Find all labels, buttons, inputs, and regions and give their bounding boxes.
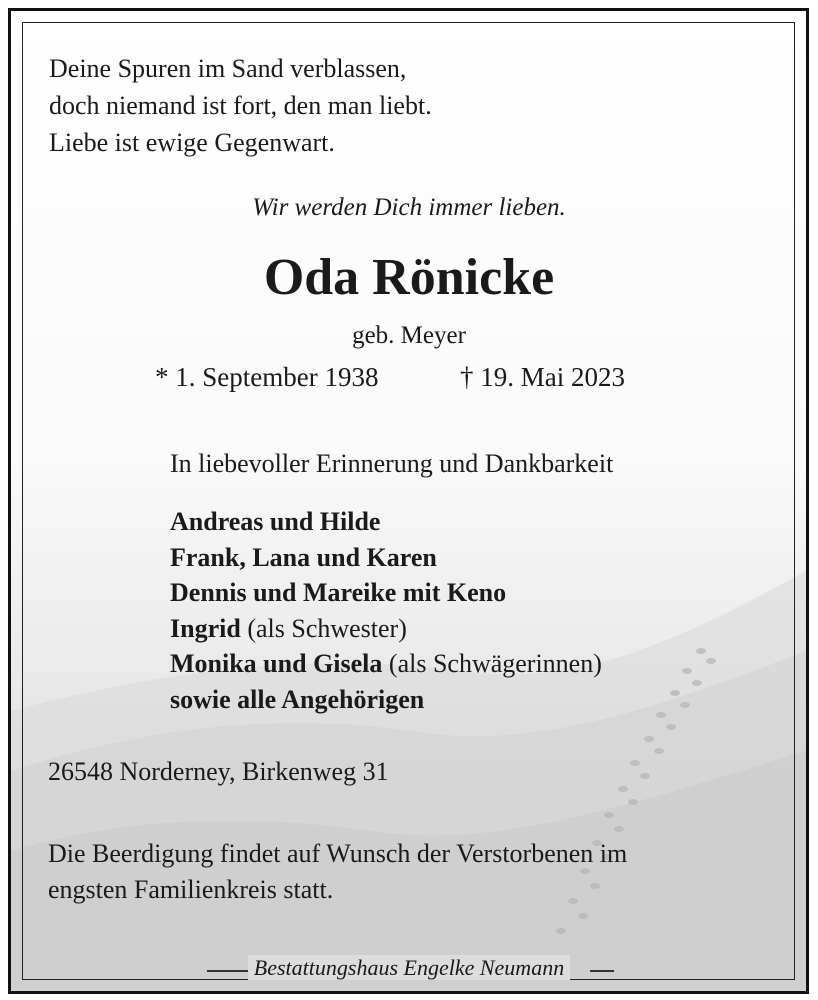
mourner-note: (als Schwester) — [247, 613, 407, 643]
undertaker-footer — [0, 955, 818, 985]
poem-line: Liebe ist ewige Gegenwart. — [49, 128, 335, 157]
mourner-note: (als Schwägerinnen) — [388, 649, 602, 678]
remembrance-line: In liebevoller Erinnerung und Dankbarkeit — [170, 449, 614, 478]
poem — [49, 50, 432, 161]
mourner-names: Ingrid — [170, 613, 241, 643]
mourner-names: Dennis und Mareike mit Keno — [170, 578, 507, 607]
birth-date: * 1. September 1938 — [155, 362, 379, 392]
funeral-note-line: Die Beerdigung findet auf Wunsch der Verstorbenen im — [48, 839, 628, 868]
maiden-name: geb. Meyer — [352, 322, 466, 349]
mourner-entry — [170, 682, 602, 718]
mourner-entry — [170, 575, 602, 611]
undertaker-label — [0, 955, 818, 981]
mourner-entry — [170, 646, 602, 682]
funeral-note-line: engsten Familienkreis statt. — [48, 875, 334, 904]
motto: Wir werden Dich immer lieben. — [252, 194, 566, 221]
mourner-names: Andreas und Hilde — [170, 507, 381, 536]
mourner-entry — [170, 504, 602, 540]
mourner-names: Frank, Lana und Karen — [170, 542, 437, 572]
address: 26548 Norderney, Birkenweg 31 — [48, 757, 389, 786]
mourner-names: Monika und Gisela — [170, 649, 383, 678]
poem-line: Deine Spuren im Sand verblassen, — [49, 54, 407, 83]
mourners-list — [170, 504, 602, 717]
mourner-entry — [170, 540, 602, 576]
funeral-note — [48, 836, 627, 908]
deceased-name: Oda Rönicke — [263, 249, 555, 306]
mourner-names: sowie alle Angehörigen — [170, 684, 425, 714]
poem-line: doch niemand ist fort, den man liebt. — [49, 91, 432, 120]
death-date: † 19. Mai 2023 — [460, 362, 625, 392]
undertaker-name: Bestattungshaus Engelke Neumann — [248, 955, 570, 980]
mourner-entry — [170, 611, 602, 647]
